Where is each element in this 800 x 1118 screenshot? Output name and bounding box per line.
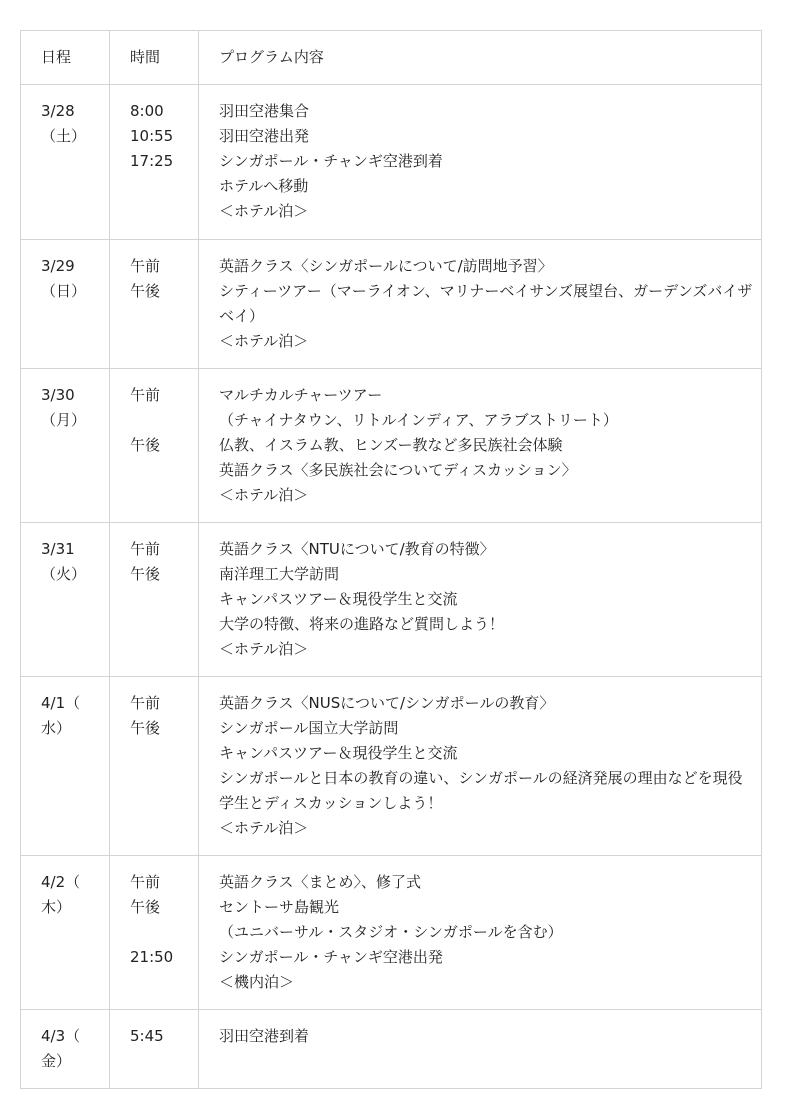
time-cell	[110, 240, 199, 369]
time-label: 午後	[130, 565, 161, 583]
time-label: 午前	[130, 257, 161, 275]
weekday-label: 金）	[41, 1052, 72, 1070]
table-row	[21, 523, 762, 677]
time-label: 21:50	[130, 948, 174, 966]
header-row	[21, 31, 762, 85]
program-cell	[199, 85, 762, 240]
program-item: （チャイナタウン、リトルインディア、アラブストリート）	[219, 411, 618, 429]
time-label: 午前	[130, 694, 161, 712]
date-cell	[21, 85, 110, 240]
program-item: （ユニバーサル・スタジオ・シンガポールを含む）	[219, 923, 563, 941]
time-cell	[110, 369, 199, 523]
table-row	[21, 85, 762, 240]
table-row	[21, 240, 762, 369]
date-label: 3/28	[41, 102, 75, 120]
time-label	[130, 408, 190, 433]
program-item: セントーサ島観光	[219, 898, 340, 916]
table-row	[21, 369, 762, 523]
time-cell	[110, 85, 199, 240]
header-date: 日程	[21, 31, 110, 85]
date-label: 3/30	[41, 386, 75, 404]
weekday-label: 木）	[41, 898, 72, 916]
weekday-label: （火）	[41, 565, 87, 583]
time-cell	[110, 677, 199, 856]
program-item: 英語クラス〈NTUについて/教育の特徴〉	[219, 540, 495, 558]
date-cell	[21, 856, 110, 1010]
time-label: 午前	[130, 873, 161, 891]
time-label: 17:25	[130, 152, 174, 170]
program-item: シンガポールと日本の教育の違い、シンガポールの経済発展の理由などを現役学生とディスカッションしよう！	[219, 769, 743, 812]
time-label: 午後	[130, 282, 161, 300]
program-item: キャンパスツアー＆現役学生と交流	[219, 590, 458, 608]
header-program: プログラム内容	[199, 31, 762, 85]
weekday-label: 水）	[41, 719, 72, 737]
program-cell	[199, 523, 762, 677]
date-cell	[21, 1010, 110, 1089]
program-item: 南洋理工大学訪問	[219, 565, 340, 583]
table-row	[21, 856, 762, 1010]
weekday-label: （月）	[41, 411, 87, 429]
program-cell	[199, 369, 762, 523]
program-item: シティーツアー（マーライオン、マリナーベイサンズ展望台、ガーデンズバイザベイ）	[219, 282, 753, 325]
program-item: ＜ホテル泊＞	[219, 486, 309, 504]
date-label: 3/29	[41, 257, 75, 275]
program-item: 英語クラス〈多民族社会についてディスカッション〉	[219, 461, 577, 479]
program-item: ホテルへ移動	[219, 177, 309, 195]
time-cell	[110, 856, 199, 1010]
time-label: 午後	[130, 719, 161, 737]
header-time: 時間	[110, 31, 199, 85]
program-cell	[199, 677, 762, 856]
program-item: シンガポール国立大学訪問	[219, 719, 399, 737]
schedule-table	[20, 30, 762, 1089]
date-label: 3/31	[41, 540, 75, 558]
date-label: 4/3（	[41, 1027, 81, 1045]
table-row	[21, 1010, 762, 1089]
program-item: 羽田空港到着	[219, 1027, 310, 1045]
program-item: 英語クラス〈NUSについて/シンガポールの教育〉	[219, 694, 555, 712]
weekday-label: （土）	[41, 127, 87, 145]
program-item: ＜機内泊＞	[219, 973, 295, 991]
time-label: 午前	[130, 386, 161, 404]
time-label: 10:55	[130, 127, 174, 145]
program-item: 英語クラス〈まとめ〉、修了式	[219, 873, 422, 891]
program-item: 仏教、イスラム教、ヒンズー教など多民族社会体験	[219, 436, 563, 454]
program-item: 羽田空港出発	[219, 127, 310, 145]
table-row	[21, 677, 762, 856]
date-cell	[21, 240, 110, 369]
time-label: 午前	[130, 540, 161, 558]
date-label: 4/2（	[41, 873, 81, 891]
time-label: 5:45	[130, 1027, 164, 1045]
program-cell	[199, 1010, 762, 1089]
weekday-label: （日）	[41, 282, 87, 300]
time-label: 午後	[130, 898, 161, 916]
date-cell	[21, 523, 110, 677]
time-label	[130, 920, 190, 945]
program-item: ＜ホテル泊＞	[219, 819, 309, 837]
program-item: シンガポール・チャンギ空港出発	[219, 948, 443, 966]
date-label: 4/1（	[41, 694, 81, 712]
program-item: キャンパスツアー＆現役学生と交流	[219, 744, 458, 762]
date-cell	[21, 677, 110, 856]
program-item: マルチカルチャーツアー	[219, 386, 383, 404]
program-item: 英語クラス〈シンガポールについて/訪問地予習〉	[219, 257, 553, 275]
time-label: 午後	[130, 436, 161, 454]
program-cell	[199, 240, 762, 369]
program-item: ＜ホテル泊＞	[219, 332, 309, 350]
program-item: シンガポール・チャンギ空港到着	[219, 152, 443, 170]
program-item: ＜ホテル泊＞	[219, 202, 309, 220]
time-cell	[110, 1010, 199, 1089]
program-item: ＜ホテル泊＞	[219, 640, 309, 658]
time-cell	[110, 523, 199, 677]
program-item: 大学の特徴、将来の進路など質問しよう！	[219, 615, 505, 633]
time-label: 8:00	[130, 102, 164, 120]
program-item: 羽田空港集合	[219, 102, 310, 120]
date-cell	[21, 369, 110, 523]
program-cell	[199, 856, 762, 1010]
